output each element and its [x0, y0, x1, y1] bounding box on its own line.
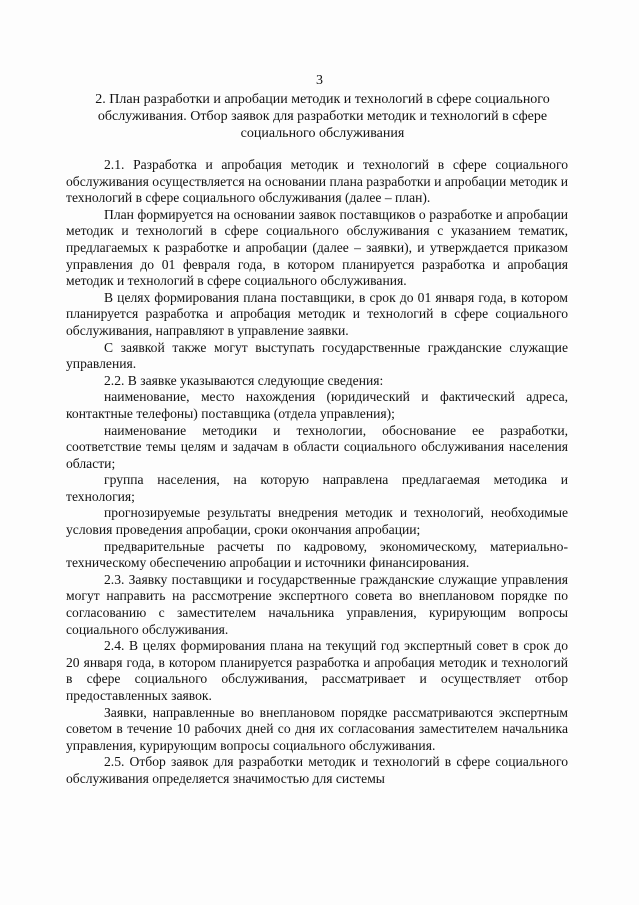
- paragraph-2-5: 2.5. Отбор заявок для разработки методик и технологий в сфере социального обслуживания определяется значимостью для системы: [66, 754, 568, 786]
- paragraph-civil-servants: С заявкой также могут выступать государственные гражданские служащие управления.: [66, 339, 568, 372]
- list-item-name: наименование, место нахождения (юридический и фактический адреса, контактные телефоны) поставщика (отдела управления);: [66, 389, 568, 421]
- list-item-results: прогнозируемые результаты внедрения методик и технологий, необходимые условия проведения апробации, сроки окончания апробации;: [66, 505, 568, 538]
- paragraph-2-3: 2.3. Заявку поставщики и государственные гражданские служащие управления могут направить на рассмотрение экспертного совета во внеплановом порядке по согласованию с заместителем начальника управления, курирующим вопросы социального обслуживания.: [66, 571, 568, 637]
- paragraph-2-4: 2.4. В целях формирования плана на текущий год экспертный совет в срок до 20 января года, в котором планируется разработка и апробация методик и технологий в сфере социального обслуживания, рассматривает и осуществляет отбор предоставленных заявок.: [66, 638, 568, 703]
- heading-line: социального обслуживания: [240, 126, 405, 141]
- page-number: 3: [316, 73, 323, 88]
- paragraph-deadline: В целях формирования плана поставщики, в срок до 01 января года, в котором планируется разработка и апробация методик и технологий в сфере социального обслуживания, направляют в управление заявки.: [66, 289, 568, 338]
- list-item-calculations: предварительные расчеты по кадровому, экономическому, материально-техническому обеспечению апробации и источники финансирования.: [66, 538, 568, 571]
- paragraph-2-2: 2.2. В заявке указываются следующие сведения:: [104, 372, 384, 388]
- paragraph-unscheduled: Заявки, направленные во внеплановом порядке рассматриваются экспертным советом в течение 10 рабочих дней со дня их согласования заместителем начальника управления, курирующим вопросы социального обслуживания.: [66, 704, 568, 753]
- section-heading: [60, 91, 585, 142]
- list-item-method: наименование методики и технологии, обоснование ее разработки, соответствие темы целям и задачам в области социального обслуживания населения области;: [66, 422, 568, 471]
- heading-line: обслуживания. Отбор заявок для разработки методик и технологий в сфере: [97, 109, 548, 124]
- heading-line: 2. План разработки и апробации методик и технологий в сфере социального: [95, 92, 550, 107]
- list-item-group: группа населения, на которую направлена предлагаемая методика и технология;: [66, 472, 568, 504]
- paragraph-plan: План формируется на основании заявок поставщиков о разработке и апробации методик и технологий в сфере социального обслуживания с указанием тематик, предлагаемых к разработке и апробации (далее – заявки), и утверждается приказом управления до 01 февраля года, в котором планируется разработка и апробация методик и технологий в сфере социального обслуживания.: [66, 206, 568, 289]
- paragraph-2-1: 2.1. Разработка и апробация методик и технологий в сфере социального обслуживания осуществляется на основании плана разработки и апробации методик и технологий в сфере социального обслуживания (далее – план).: [66, 157, 568, 206]
- document-body: [66, 157, 568, 788]
